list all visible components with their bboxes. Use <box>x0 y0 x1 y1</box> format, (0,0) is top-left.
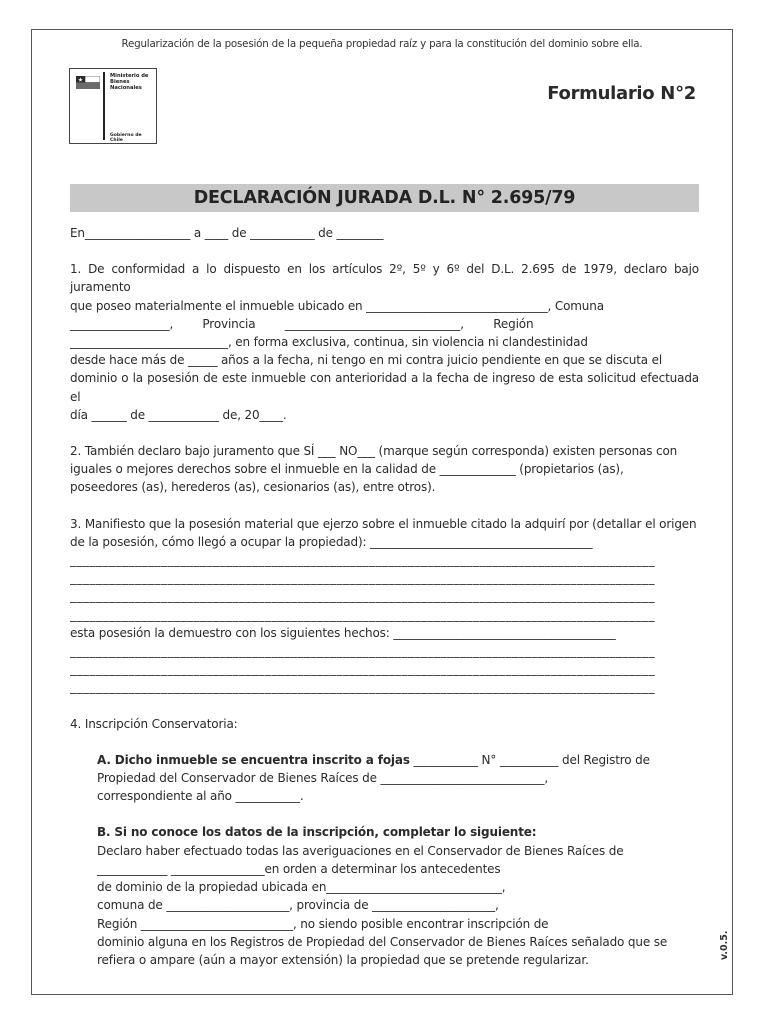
blank-line[interactable]: __________________________________________________________________________________________ <box>70 680 655 695</box>
section-4a: A. Dicho inmueble se encuentra inscrito a fojas ___________ N° __________ del Registro de Propiedad del Conservador de Bienes Raíces de ____________________________, correspondiente al año ___________. B. Si no conoce los datos de la inscripción, completar lo siguiente: Declaro haber efectuado todas las averiguaciones en el Conservador de Bienes Raíces de ____________ ________________en orden a determinar los antecedentes de dominio de la propiedad ubicada en______________________________, comuna de _____________________, provincia de _____________________, Región __________________________, no siendo posible encontrar inscripción de dominio alguna en los Registros de Propiedad del Conservador de Bienes Raíces señalado que se refiera o ampare (aún a mayor extensión) la propiedad que se pretende regularizar. <box>70 751 699 969</box>
title-band <box>70 184 699 212</box>
blank-line[interactable]: __________________________________________________________________________________________ <box>70 589 655 604</box>
form-number: Formulario N°2 <box>547 83 696 104</box>
ministry-logo <box>69 68 157 144</box>
blank-line[interactable]: __________________________________________________________________________________________ <box>70 662 655 677</box>
section-4b-heading: B. Si no conoce los datos de la inscripción, completar lo siguiente: <box>97 825 537 840</box>
section-2: 2. También declaro bajo juramento que SÍ ___ NO___ (marque según corresponda) existen personas con iguales o mejores derechos sobre el inmueble en la calidad de _____________ (propietarios (as), poseedores (as), herederos (as), cesionarios (as), entre otros). <box>70 444 678 495</box>
section-4 <box>70 715 699 969</box>
logo-ministry-name: Ministerio de Bienes Nacionales <box>110 73 149 92</box>
blank-line[interactable]: __________________________________________________________________________________________ <box>70 607 655 622</box>
header-subtitle: Regularización de la posesión de la pequeña propiedad raíz y para la constitución del dominio sobre ella. <box>121 38 643 50</box>
blank-line[interactable]: __________________________________________________________________________________________ <box>70 571 655 586</box>
logo-divider <box>103 72 105 140</box>
section-1: 1. De conformidad a lo dispuesto en los artículos 2º, 5º y 6º del D.L. 2.695 de 1979, declaro bajo juramento que poseo materialmente el inmueble ubicado en _______________________________, Comuna _________________, Provincia ______________________________, Región ___________________________, en forma exclusiva, continua, sin violencia ni clandestinidad desde hace más de _____ años a la fecha, ni tengo en mi contra juicio pendiente en que se discuta el dominio o la posesión de este inmueble con anterioridad a la fecha de ingreso de esta solicitud efectuada el día ______ de ____________ de, 20____. <box>70 262 699 422</box>
document-title: DECLARACIÓN JURADA D.L. N° 2.695/79 <box>193 188 576 208</box>
form-body <box>70 224 699 969</box>
evidence-line[interactable]: esta posesión la demuestro con los siguientes hechos: ______________________________________ <box>70 625 616 640</box>
section-3: 3. Manifiesto que la posesión material que ejerzo sobre el inmueble citado la adquirí por (detallar el origen de la posesión, cómo llegó a ocupar la propiedad): ______________________________________ __________________________________________________________________________________________ __________________________________________________________________________________________ __________________________________________________________________________________________ __________________________________________________________________________________________ esta posesión la demuestro con los siguientes hechos: ______________________________________ __________________________________________________________________________________________ __________________________________________________________________________________________ __________________________________________________________________________________________ <box>70 515 699 697</box>
date-line[interactable]: En__________________ a ____ de ___________ de ________ <box>70 226 384 240</box>
blank-line[interactable]: __________________________________________________________________________________________ <box>70 644 655 659</box>
logo-government-text: Gobierno de Chile <box>110 133 142 143</box>
chile-flag-icon <box>76 76 100 89</box>
form-frame <box>31 29 733 995</box>
blank-line[interactable]: __________________________________________________________________________________________ <box>70 553 655 568</box>
section-4-heading: 4. Inscripción Conservatoria: <box>70 716 238 731</box>
version-label: v.0.5. <box>719 930 730 960</box>
